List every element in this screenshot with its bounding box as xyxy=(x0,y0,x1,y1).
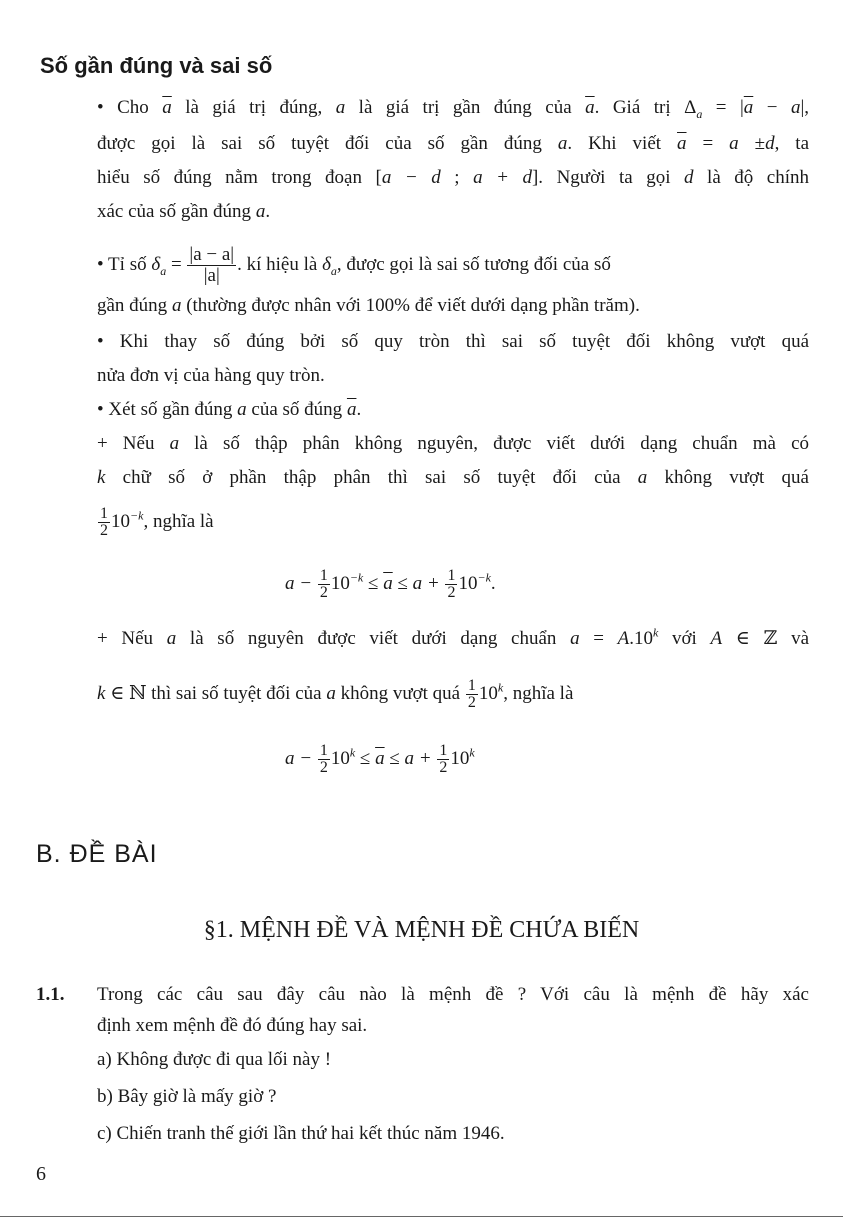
page-bottom-edge xyxy=(0,1216,843,1217)
half-fraction: $\frac{1}{2}$ xyxy=(100,505,108,540)
half-fraction: $\frac{1}{2}$ xyxy=(447,567,456,602)
inequality-decimal: a − $\frac{1}{2}$ $10^{-k} \le \overline{a} \le a$ + $\frac{1}{2}$ $10^{-k}$. xyxy=(285,567,496,602)
half-fraction: $\frac{1}{2}$ xyxy=(467,677,476,712)
text-line-6: gần đúng a (thường được nhân với 100% để viết dưới dạng phần trăm). xyxy=(97,295,640,316)
inequality-integer: a − $\frac{1}{2}$ $10^k \le \overline{a} \le a$ + $\frac{1}{2}$ 10$^k$ xyxy=(285,742,475,777)
half-fraction: $\frac{1}{2}$ xyxy=(439,742,448,777)
exercise-number: 1.1. xyxy=(36,984,65,1005)
text-line-3: hiểu số đúng nằm trong đoạn [a − d ; a + d]. Người ta gọi d là độ chính xyxy=(97,167,810,188)
text-line-10: + Nếu a là số thập phân không nguyên, được viết dưới dạng chuẩn mà có xyxy=(97,433,809,454)
text-line-13: + Nếu a là số nguyên được viết dưới dạng chuẩn $a = A.10^k$ với A ∈ ℤ và xyxy=(97,625,810,649)
half-fraction: $\frac{1}{2}$ xyxy=(319,742,328,777)
exercise-text-line-1: Trong các câu sau đây câu nào là mệnh đề ? Với câu là mệnh đề hãy xác xyxy=(97,984,809,1005)
text-line-8: nửa đơn vị của hàng quy tròn. xyxy=(97,365,325,386)
exercise-item-a: a) Không được đi qua lối này ! xyxy=(97,1049,332,1070)
exercise-text-line-2: định xem mệnh đề đó đúng hay sai. xyxy=(97,1015,368,1036)
chapter-title: §1. MỆNH ĐỀ VÀ MỆNH ĐỀ CHỨA BIẾN xyxy=(203,917,640,943)
part-heading: B. ĐỀ BÀI xyxy=(36,840,158,868)
text-line-2: được gọi là sai số tuyệt đối của số gần đúng a. Khi viết $\overline{a} = a \pm d$, ta xyxy=(97,133,810,154)
section-heading: Số gần đúng và sai số xyxy=(40,53,273,78)
relative-error-line: • Tỉ số $\delta_a$ = $\frac{|a - a|}{|a|}$ . kí hiệu là $\delta_a$, được gọi là sai số tương đối của số xyxy=(97,244,611,287)
text-line-7: • Khi thay số đúng bởi số quy tròn thì sai số tuyệt đối không vượt quá xyxy=(97,331,809,352)
text-line-11: k chữ số ở phần thập phân thì sai số tuyệt đối của a không vượt quá xyxy=(97,467,809,488)
relative-error-fraction: $\frac{|a - a|}{|a|}$ xyxy=(189,244,235,287)
text-line-9: • Xét số gần đúng a của số đúng $\overline{a}$. xyxy=(97,399,362,420)
text-line-14: k ∈ ℕ thì sai số tuyệt đối của a không vượt quá $\frac{1}{2}$ 10$^k$, nghĩa là xyxy=(97,677,574,712)
half-fraction: $\frac{1}{2}$ xyxy=(319,567,328,602)
exercise-item-b: b) Bây giờ là mấy giờ ? xyxy=(97,1086,277,1107)
text-line-1: • Cho $\overline{a}$ là giá trị đúng, a là giá trị gần đúng của $\overline{a}$. Giá trị $\Delta_a = |\overline{a} - a|$, xyxy=(97,97,810,121)
exercise-item-c: c) Chiến tranh thế giới lần thứ hai kết thúc năm 1946. xyxy=(97,1123,505,1144)
text-line-12: $\frac{1}{2}$ $10^{-k}$, nghĩa là xyxy=(100,505,214,540)
page-number: 6 xyxy=(36,1163,46,1185)
text-line-4: xác của số gần đúng a. xyxy=(97,201,271,222)
